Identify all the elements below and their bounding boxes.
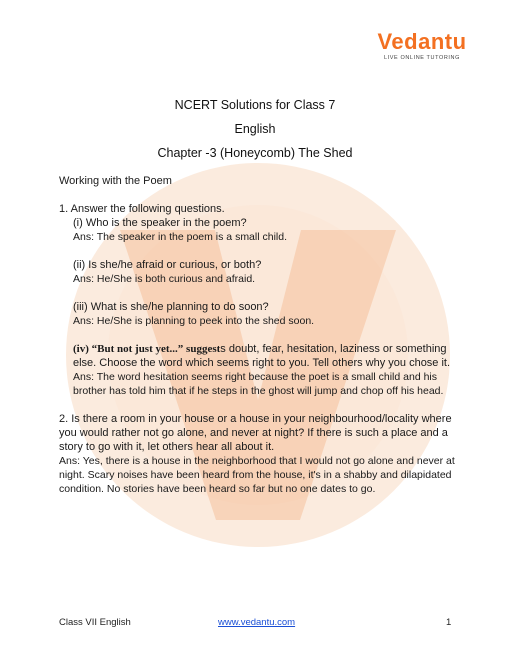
q1-iv-rest: s doubt, fear, hesitation, laziness or something else. Choose the word which seems right to you. Tell others why you chose it. xyxy=(73,343,451,369)
section-title: Working with the Poem xyxy=(59,175,172,187)
q1-i-answer: Ans: The speaker in the poem is a small child. xyxy=(73,231,287,243)
q2-question: 2. Is there a room in your house or a house in your neighbourhood/locality where you would rather not go alone, and never at night? If there is such a place and a story to go with it, let others hear all about it. xyxy=(59,413,452,453)
logo-wordmark: Vedantu xyxy=(377,29,467,54)
footer-class-label: Class VII English xyxy=(59,617,131,628)
q1-i-question: (i) Who is the speaker in the poem? xyxy=(73,217,247,229)
logo-tagline: LIVE ONLINE TUTORING xyxy=(384,55,460,61)
q1-intro: 1. Answer the following questions. xyxy=(59,203,225,215)
q2-answer: Ans: Yes, there is a house in the neighborhood that I would not go alone and never at night. Scary noises have been heard from the house, it's in a shabby and dilapidated condition. No stories have been heard so far but no one dates to go. xyxy=(59,455,455,495)
doc-subject: English xyxy=(234,122,276,136)
doc-title: NCERT Solutions for Class 7 xyxy=(174,98,336,112)
q1-iv-answer: Ans: The word hesitation seems right because the poet is a small child and his brother has told him that if he steps in the ghost will jump and chop off his head. xyxy=(73,371,444,397)
q1-iv-quote: (iv) “But not just yet...” suggest xyxy=(73,343,221,355)
page-number: 1 xyxy=(446,617,452,628)
q1-iii-answer: Ans: He/She is planning to peek into the shed soon. xyxy=(73,315,315,327)
footer-website-link[interactable]: www.vedantu.com xyxy=(218,617,296,628)
q1-ii-question: (ii) Is she/he afraid or curious, or both? xyxy=(73,259,262,271)
document-body xyxy=(59,174,459,496)
q1-iv-question xyxy=(59,342,459,370)
vedantu-logo xyxy=(372,30,472,62)
doc-chapter: Chapter -3 (Honeycomb) The Shed xyxy=(157,146,353,160)
q1-ii-answer: Ans: He/She is both curious and afraid. xyxy=(73,273,256,285)
q1-iii-question: (iii) What is she/he planning to do soon? xyxy=(73,301,269,313)
